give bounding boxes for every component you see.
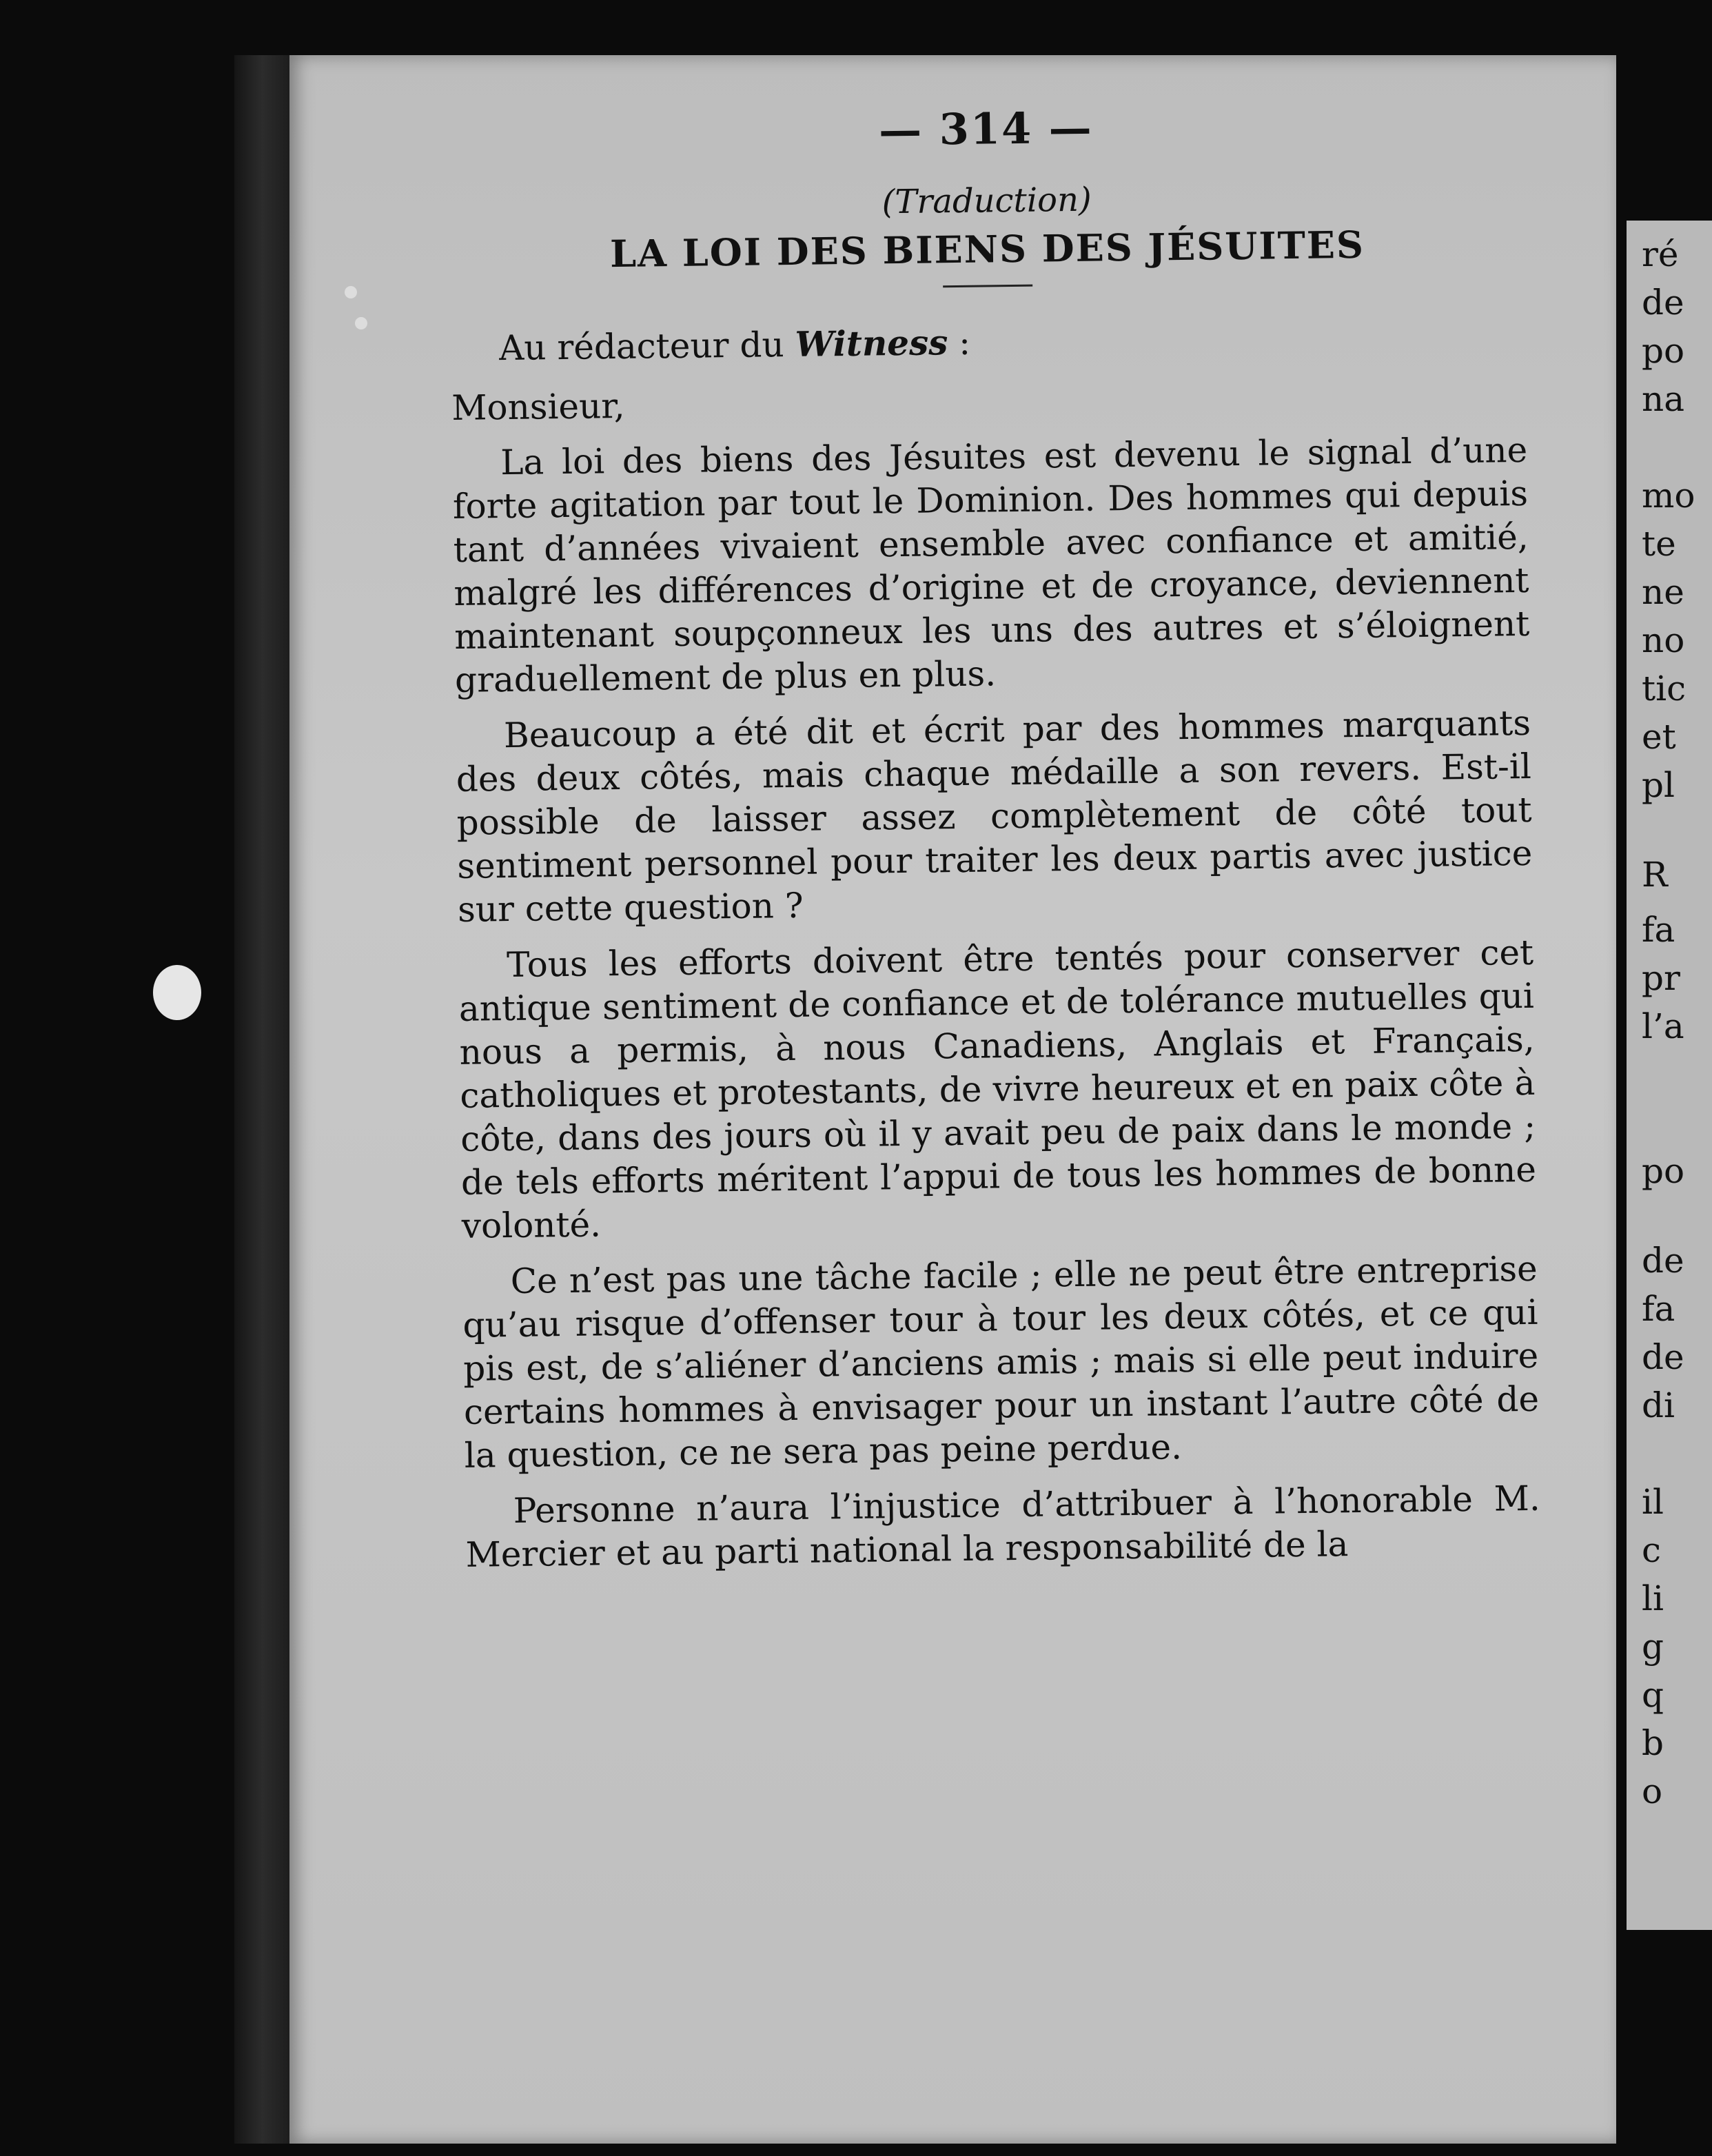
facing-page-fragment: po: [1642, 331, 1685, 371]
newspaper-name: Witness: [795, 322, 948, 365]
facing-page-fragment: pr: [1642, 958, 1680, 998]
paragraph-2: Beaucoup a été dit et écrit par des hommes marquants des deux côtés, mais chaque médaille a son revers. Est-il possible de laisser assez complètement de côté tout sentiment personnel pour traiter les deux partis avec justice sur cette question ?: [456, 702, 1533, 930]
article-title: LA LOI DES BIENS DES JÉSUITES: [609, 222, 1365, 276]
facing-page-fragment: ré: [1642, 234, 1679, 274]
facing-page-fragment: l’a: [1642, 1006, 1684, 1046]
facing-page-fragment: li: [1642, 1578, 1664, 1618]
facing-page-fragment: po: [1642, 1151, 1685, 1191]
salutation-to-editor: [499, 315, 1527, 368]
facing-page-fragment: mo: [1642, 476, 1695, 516]
facing-page-fragment: g: [1642, 1627, 1664, 1667]
facing-page-fragment: il: [1642, 1482, 1664, 1522]
salutation-to-suffix: :: [947, 322, 971, 363]
book-page: [289, 55, 1616, 2144]
book-spine: [234, 55, 296, 2144]
facing-page-fragment: b: [1642, 1723, 1664, 1763]
paragraph-1: La loi des biens des Jésuites est devenu le signal d’une forte agitation par tout le Dominion. Des hommes qui depuis tant d’années vivaient ensemble avec confiance et amitié, malgré les différences d’origine et de croyance, deviennent maintenant soupçonneux les uns des autres et s’éloignent graduellement de plus en plus.: [452, 429, 1530, 700]
facing-page-fragment: pl: [1642, 765, 1675, 805]
facing-page-fragment: R: [1642, 855, 1668, 895]
facing-page-fragment: na: [1642, 379, 1685, 419]
paragraph-4: Ce n’est pas une tâche facile ; elle ne peut être entreprise qu’au risque d’offenser tour à tour les deux côtés, et ce qui pis est, de s’aliéner d’anciens amis ; mais si elle peut induire certains hommes à envisager pour un instant l’autre côté de la question, ce ne sera pas peine perdue.: [462, 1248, 1540, 1476]
facing-page-fragment: fa: [1642, 910, 1675, 950]
page-number: — 314 —: [878, 102, 1094, 156]
facing-page-fragment: fa: [1642, 1289, 1675, 1329]
paper-speck: [345, 286, 357, 298]
paragraph-5: Personne n’aura l’injustice d’attribuer à l’honorable M. Mercier et au parti national la responsabilité de la: [465, 1478, 1541, 1575]
facing-page-fragment: de: [1642, 283, 1684, 323]
facing-page-fragment: de: [1642, 1241, 1684, 1281]
facing-page-fragment: ne: [1642, 572, 1684, 612]
facing-page-fragment: et: [1642, 717, 1676, 757]
title-rule: [943, 285, 1032, 288]
facing-page-fragment: di: [1642, 1385, 1675, 1425]
salutation-to-prefix: Au rédacteur du: [498, 325, 784, 369]
facing-page-fragment: c: [1642, 1530, 1662, 1570]
paragraph-3: Tous les efforts doivent être tentés pour conserver cet antique sentiment de confiance et de tolérance mutuelles qui nous a permis, à nous Canadiens, Anglais et Français, catholiques et protestants, de vivre heureux et en paix côte à côte, dans des jours où il y avait peu de paix dans le monde ; de tels efforts méritent l’appui de tous les hommes de bonne volonté.: [458, 932, 1537, 1246]
paper-speck: [355, 317, 367, 329]
translation-note: (Traduction): [882, 180, 1092, 222]
facing-page-fragment: no: [1642, 620, 1685, 660]
facing-page-fragment: o: [1642, 1771, 1663, 1811]
page-content: [448, 97, 1541, 1589]
facing-page-fragment: te: [1642, 524, 1676, 564]
paper-blot: [153, 965, 201, 1020]
facing-page-fragment: q: [1642, 1675, 1664, 1715]
facing-page-fragment: tic: [1642, 669, 1686, 709]
facing-page-fragment: de: [1642, 1337, 1684, 1377]
salutation: Monsieur,: [451, 385, 625, 428]
